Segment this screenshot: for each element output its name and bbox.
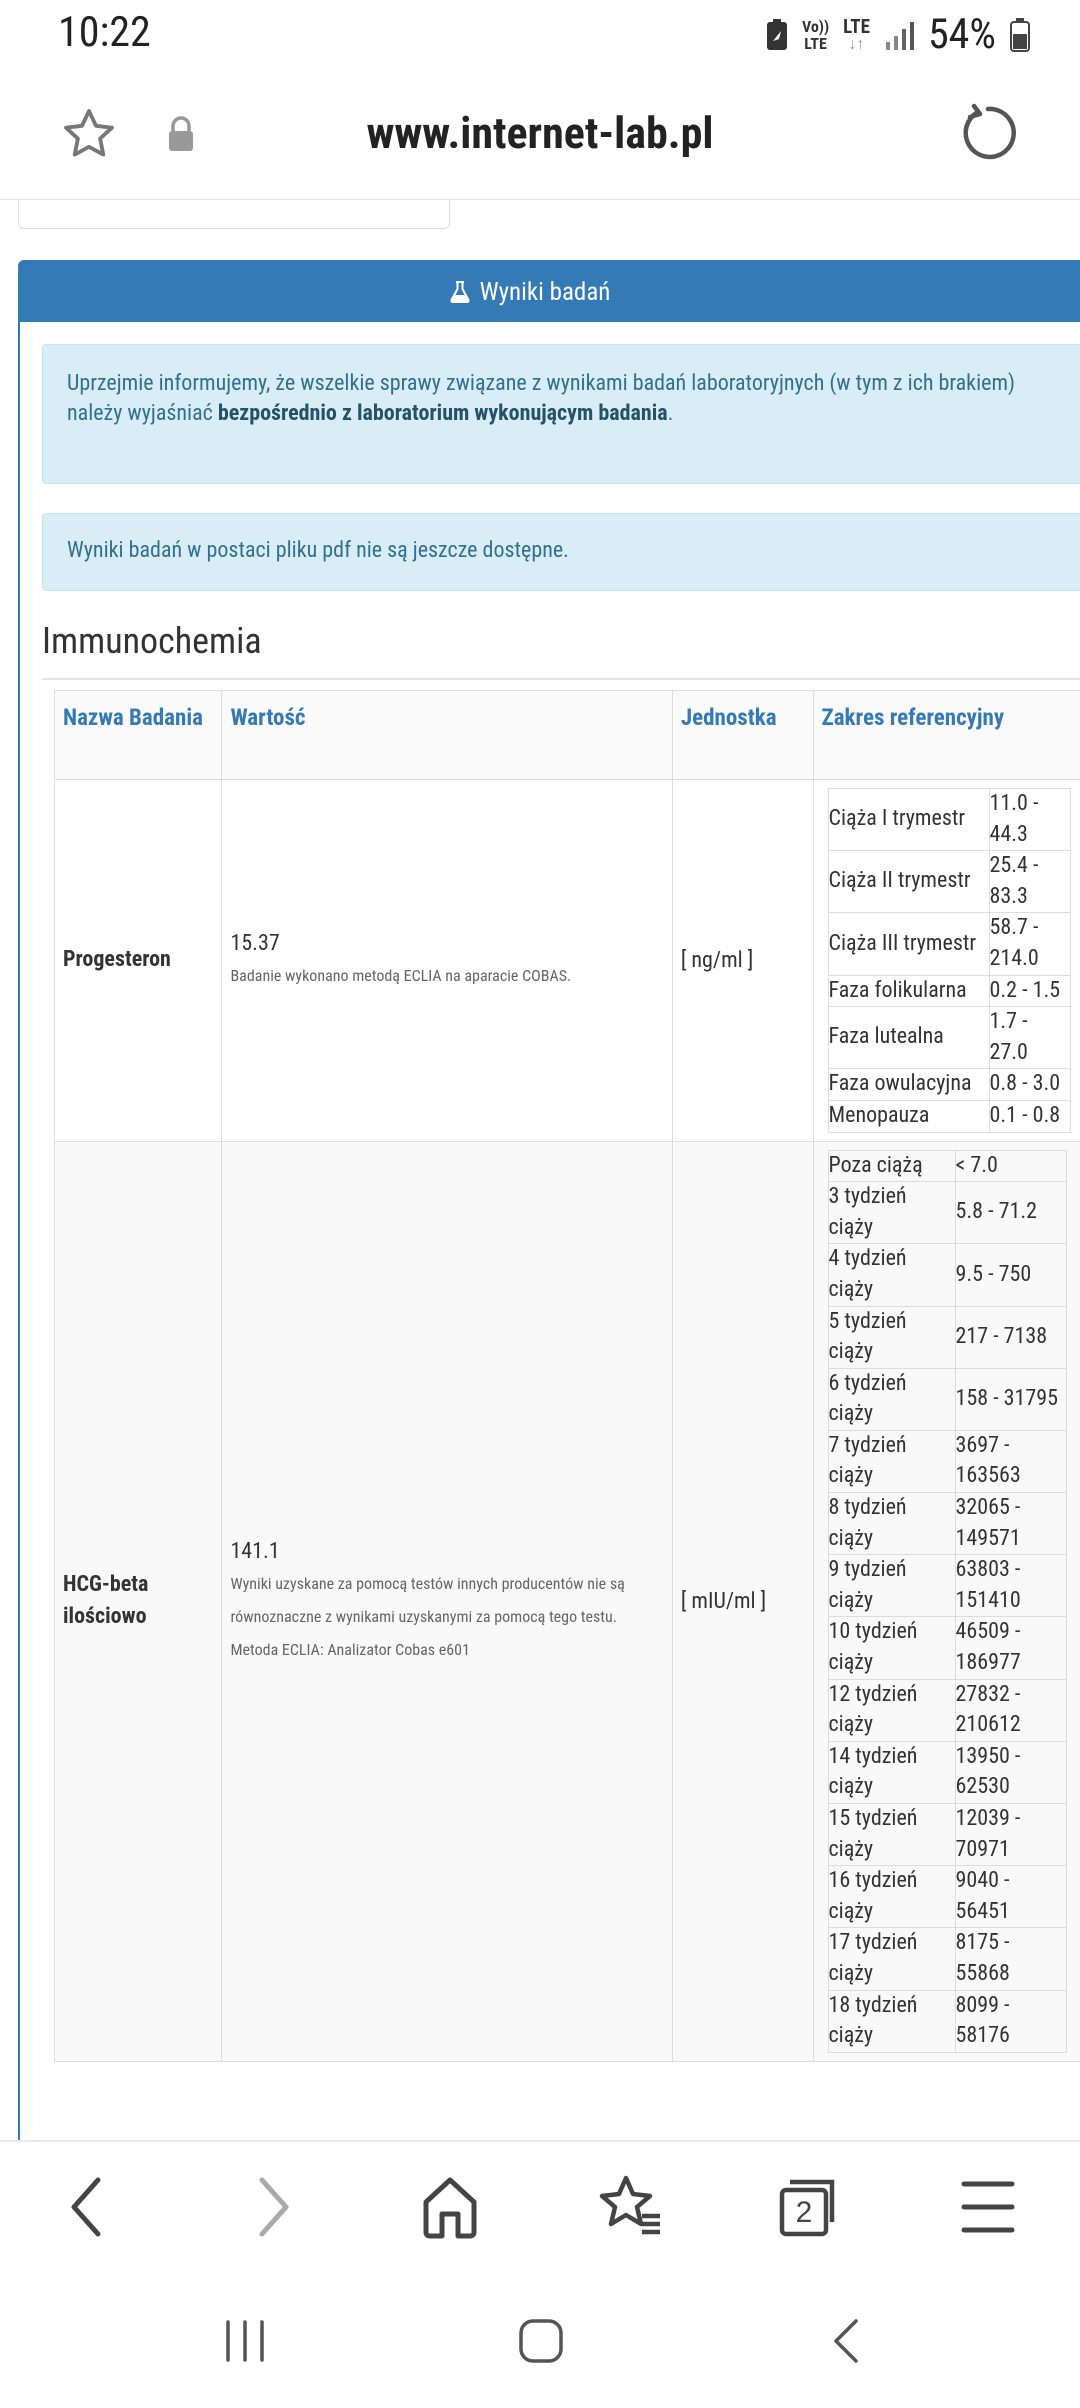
reference-range: 11.0 - 44.3 <box>989 789 1070 851</box>
status-bar <box>0 0 1080 75</box>
reference-row <box>828 1866 1066 1928</box>
test-name: HCG-beta ilościowo <box>55 1141 222 2061</box>
reference-cell <box>813 1141 1080 2061</box>
reference-range: 58.7 - 214.0 <box>989 913 1070 975</box>
test-value-cell <box>222 780 672 1142</box>
reference-row <box>828 1182 1066 1244</box>
volte-label: Vo)) LTE <box>801 16 830 53</box>
reference-range: 0.1 - 0.8 <box>989 1100 1070 1132</box>
section-title: Immunochemia <box>42 620 262 662</box>
signal-icon <box>884 20 914 50</box>
reference-row <box>828 1100 1070 1132</box>
reference-row <box>828 1007 1070 1069</box>
pdf-notice-text: Wyniki badań w postaci pliku pdf nie są jeszcze dostępne. <box>67 538 569 563</box>
reference-label: 4 tydzień ciąży <box>828 1244 955 1306</box>
header-name: Nazwa Badania <box>55 691 222 780</box>
reference-range: 32065 - 149571 <box>955 1493 1066 1555</box>
reference-range: 12039 - 70971 <box>955 1804 1066 1866</box>
reference-range: 46509 - 186977 <box>955 1617 1066 1679</box>
reference-row <box>828 1150 1066 1182</box>
bookmarks-icon[interactable] <box>598 2172 664 2242</box>
reference-range: 5.8 - 71.2 <box>955 1182 1066 1244</box>
status-icons <box>766 10 1030 59</box>
battery-percent: 54% <box>927 10 996 59</box>
header-reference: Zakres referencyjny <box>813 691 1080 780</box>
reference-label: 10 tydzień ciąży <box>828 1617 955 1679</box>
reference-table <box>828 1150 1067 2053</box>
section-divider <box>42 678 1080 680</box>
reference-row <box>828 975 1070 1007</box>
reference-label: 8 tydzień ciąży <box>828 1493 955 1555</box>
reference-range: 0.8 - 3.0 <box>989 1069 1070 1101</box>
results-table <box>54 690 1080 2062</box>
status-time: 10:22 <box>58 8 151 57</box>
test-value-cell <box>222 1141 672 2061</box>
header-unit: Jednostka <box>672 691 813 780</box>
reference-label: Faza owulacyjna <box>828 1069 989 1101</box>
tab-count: 2 <box>795 2196 813 2229</box>
panel-heading <box>20 262 1080 322</box>
pdf-notice-alert <box>42 513 1080 591</box>
info-alert-bold: bezpośrednio z laboratorium wykonującym badania <box>217 401 668 426</box>
reference-row <box>828 1555 1066 1617</box>
reference-range: 8099 - 58176 <box>955 1990 1066 2052</box>
test-note: Badanie wykonano metodą ECLIA na aparacie COBAS. <box>230 965 572 985</box>
test-unit: [ ng/ml ] <box>672 780 813 1142</box>
home-icon[interactable] <box>420 2172 480 2242</box>
reference-label: Menopauza <box>828 1100 989 1132</box>
reference-row <box>828 1617 1066 1679</box>
test-name: Progesteron <box>55 780 222 1142</box>
reference-row <box>828 1493 1066 1555</box>
reference-label: 6 tydzień ciąży <box>828 1368 955 1430</box>
info-alert <box>42 344 1080 484</box>
info-alert-suffix: . <box>667 401 674 426</box>
reference-label: 17 tydzień ciąży <box>828 1928 955 1990</box>
reference-range: 3697 - 163563 <box>955 1430 1066 1492</box>
browser-toolbar <box>0 75 1080 201</box>
url-field[interactable]: www.internet-lab.pl <box>366 107 714 159</box>
reference-row <box>828 1069 1070 1101</box>
forward-icon[interactable] <box>248 2172 298 2242</box>
test-unit: [ mIU/ml ] <box>672 1141 813 2061</box>
reference-label: Ciąża III trymestr <box>828 913 989 975</box>
reference-row <box>828 1430 1066 1492</box>
reference-table <box>828 788 1071 1133</box>
reference-range: 63803 - 151410 <box>955 1555 1066 1617</box>
system-back-icon[interactable] <box>826 2316 866 2366</box>
reference-label: 3 tydzień ciąży <box>828 1182 955 1244</box>
reference-range: 25.4 - 83.3 <box>989 851 1070 913</box>
browser-bottom-bar <box>0 2140 1080 2272</box>
reference-range: 13950 - 62530 <box>955 1741 1066 1803</box>
lte-indicator: LTE ↓↑ <box>843 14 870 53</box>
reference-row <box>828 1990 1066 2052</box>
results-panel <box>18 260 1080 2140</box>
system-home-icon[interactable] <box>516 2316 566 2366</box>
menu-icon[interactable] <box>960 2172 1016 2242</box>
reference-row <box>828 851 1070 913</box>
reference-row <box>828 1928 1066 1990</box>
reference-range: 9.5 - 750 <box>955 1244 1066 1306</box>
info-alert-line1: Uprzejmie informujemy, że wszelkie sprawy związane z wynikami badań laboratoryjnych (w tym z ich brakiem) <box>67 371 1016 396</box>
reference-label: Faza lutealna <box>828 1007 989 1069</box>
reference-label: Ciąża I trymestr <box>828 789 989 851</box>
system-navigation <box>0 2272 1080 2408</box>
reference-row <box>828 1306 1066 1368</box>
test-value: 15.37 <box>230 930 280 956</box>
header-value: Wartość <box>222 691 672 780</box>
reference-range: 9040 - 56451 <box>955 1866 1066 1928</box>
reference-row <box>828 1368 1066 1430</box>
table-row <box>55 780 1080 1142</box>
battery-saver-icon <box>766 19 788 51</box>
flask-icon <box>450 281 470 303</box>
reference-label: 9 tydzień ciąży <box>828 1555 955 1617</box>
reference-row <box>828 913 1070 975</box>
reference-row <box>828 789 1070 851</box>
tabs-icon[interactable] <box>776 2172 842 2242</box>
reference-label: 7 tydzień ciąży <box>828 1430 955 1492</box>
reference-label: 18 tydzień ciąży <box>828 1990 955 2052</box>
reference-range: 8175 - 55868 <box>955 1928 1066 1990</box>
reference-cell <box>813 780 1080 1142</box>
table-header-row <box>55 691 1080 780</box>
reference-label: 16 tydzień ciąży <box>828 1866 955 1928</box>
reference-range: < 7.0 <box>955 1150 1066 1182</box>
recent-apps-icon[interactable] <box>220 2316 270 2366</box>
web-page <box>0 200 1080 2140</box>
reference-label: Faza folikularna <box>828 975 989 1007</box>
reference-label: Ciąża II trymestr <box>828 851 989 913</box>
reference-label: 15 tydzień ciąży <box>828 1804 955 1866</box>
reference-row <box>828 1804 1066 1866</box>
reference-row <box>828 1679 1066 1741</box>
reference-label: 14 tydzień ciąży <box>828 1741 955 1803</box>
reference-row <box>828 1741 1066 1803</box>
info-alert-prefix: należy wyjaśniać <box>67 401 218 426</box>
back-icon[interactable] <box>62 2172 112 2242</box>
reference-range: 0.2 - 1.5 <box>989 975 1070 1007</box>
test-note: Wyniki uzyskane za pomocą testów innych producentów nie są równoznaczne z wynikami uzyskanymi za pomocą tego testu. Metoda ECLIA: Analizator Cobas e601 <box>230 1573 625 1659</box>
reference-label: 12 tydzień ciąży <box>828 1679 955 1741</box>
reference-row <box>828 1244 1066 1306</box>
panel-heading-title: Wyniki badań <box>479 277 611 307</box>
test-value: 141.1 <box>230 1538 280 1564</box>
battery-icon <box>1010 18 1030 52</box>
table-row <box>55 1141 1080 2061</box>
reference-range: 27832 - 210612 <box>955 1679 1066 1741</box>
reference-label: Poza ciążą <box>828 1150 955 1182</box>
reference-range: 217 - 7138 <box>955 1306 1066 1368</box>
reference-range: 158 - 31795 <box>955 1368 1066 1430</box>
reference-range: 1.7 - 27.0 <box>989 1007 1070 1069</box>
previous-card <box>18 200 450 229</box>
reference-label: 5 tydzień ciąży <box>828 1306 955 1368</box>
reload-icon[interactable] <box>958 103 1018 163</box>
